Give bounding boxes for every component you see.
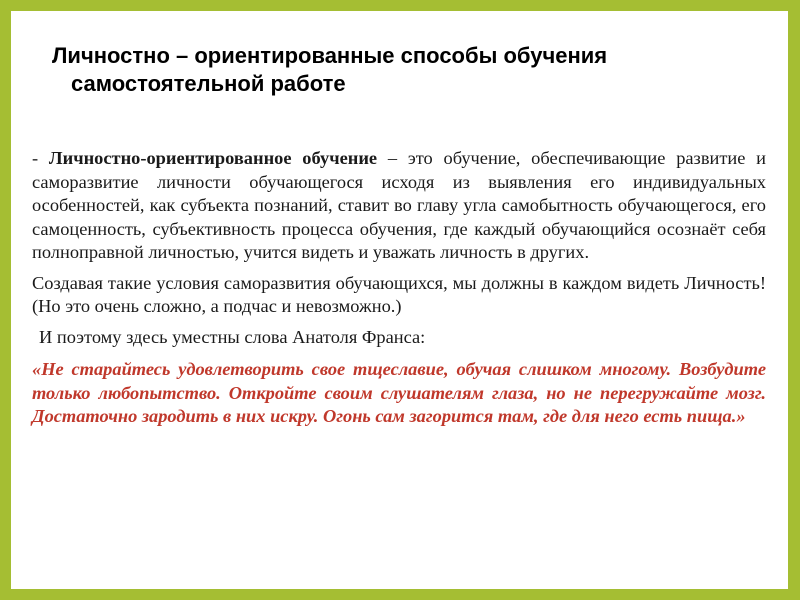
slide-body (32, 147, 766, 436)
definition-lead: - (32, 148, 49, 168)
definition-text: – это обучение, обеспечивающие развитие и саморазвитие личности обучающегося исходя из выявления его индивидуальных особенностей, как субъекта познаний, ставит во главу угла самобытность обучающегося, его самоценность, субъективность процесса обучения, где каждый обучающийся осознаёт себя полноправной личностью, учится видеть и уважать личность в других. (32, 148, 766, 262)
conditions-paragraph: Создавая такие условия саморазвития обучающихся, мы должны в каждом видеть Личность! (Но это очень сложно, а подчас и невозможно.) (32, 272, 766, 316)
anatole-france-quote: «Не старайтесь удовлетворить свое тщеславие, обучая слишком многому. Возбудите только любопытство. Откройте своим слушателям глаза, но не перегружайте мозг. Достаточно зародить в них искру. Огонь сам загорится там, где для него есть пища.» (32, 359, 766, 426)
slide (11, 11, 788, 589)
slide-title (52, 42, 752, 98)
definition-term: Личностно-ориентированное обучение (48, 148, 378, 168)
title-line-1: Личностно – ориентированные способы обучения (52, 43, 608, 68)
definition-paragraph (32, 147, 766, 265)
title-line-2: самостоятельной работе (71, 71, 346, 96)
quote-intro: И поэтому здесь уместны слова Анатоля Франса: (39, 326, 426, 347)
